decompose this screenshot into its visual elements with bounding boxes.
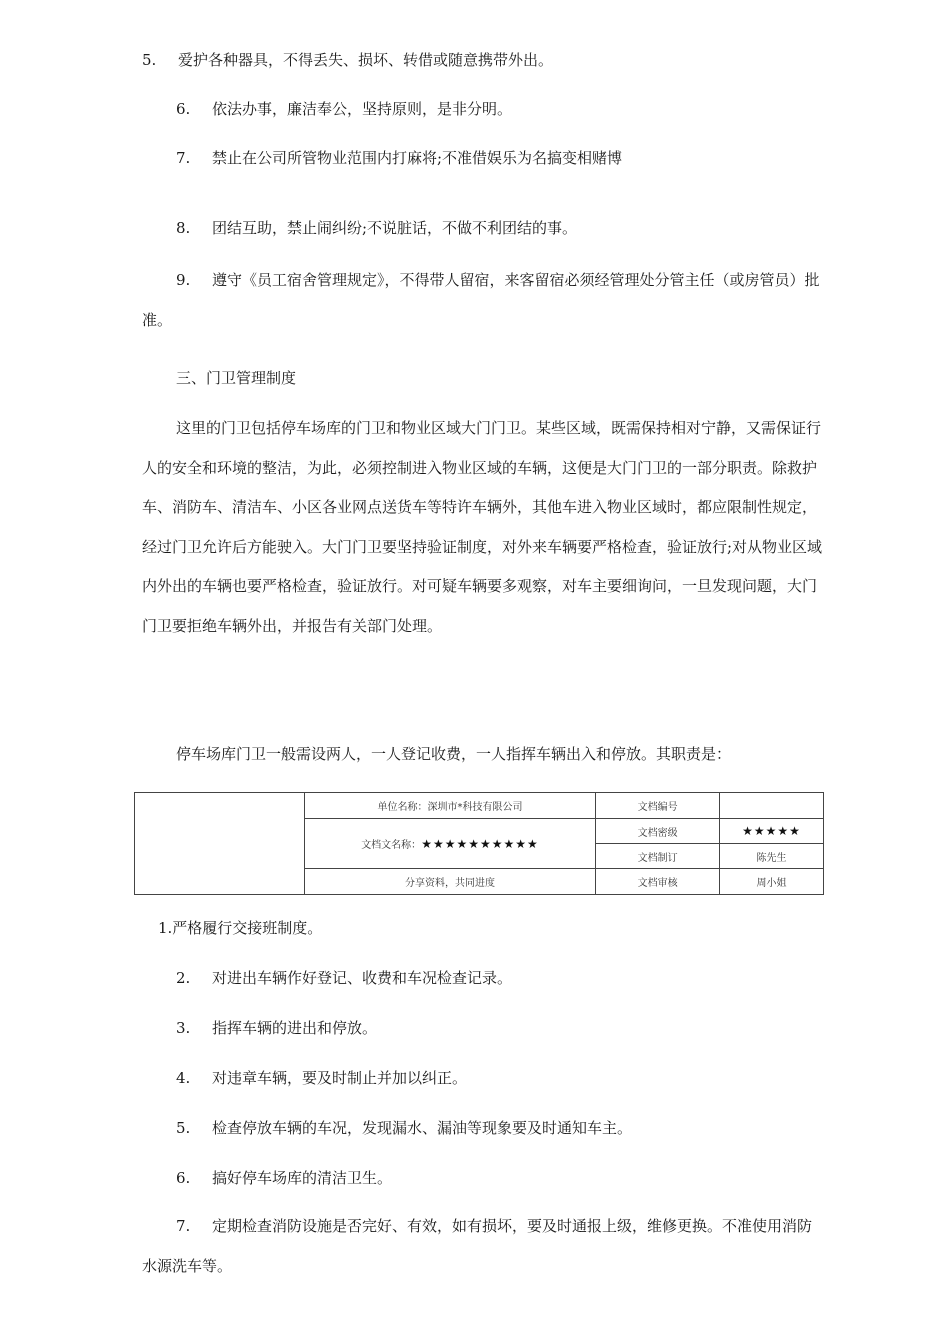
doc-name-stars: ★★★★★★★★★★ <box>421 837 539 851</box>
list-item <box>176 1068 467 1088</box>
section-heading: 三、门卫管理制度 <box>176 369 297 387</box>
list-item <box>176 148 622 168</box>
list-number: 7. <box>176 149 191 167</box>
list-text: 对违章车辆，要及时制止并加以纠正。 <box>212 1069 468 1087</box>
secret-label: 文档密级 <box>596 819 720 844</box>
list-text: 对进出车辆作好登记、收费和车况检查记录。 <box>212 969 513 987</box>
doc-name-cell <box>304 819 596 869</box>
list-text: 依法办事，廉洁奉公，坚持原则，是非分明。 <box>212 100 513 118</box>
list-text: 爱护各种器具，不得丢失、损坏、转借或随意携带外出。 <box>178 51 554 69</box>
list-item <box>142 50 553 70</box>
logo-cell <box>135 793 305 895</box>
list-number: 2. <box>176 969 191 987</box>
made-value: 陈先生 <box>720 844 824 869</box>
list-number: 5. <box>176 1119 191 1137</box>
review-label: 文档审核 <box>596 869 720 895</box>
list-number: 8. <box>176 219 191 237</box>
list-item <box>176 1168 392 1188</box>
paragraph-text: 这里的门卫包括停车场库的门卫和物业区域大门门卫。某些区域，既需保持相对宁静，又需保证行人的安全和环境的整洁，为此，必须控制进入物业区域的车辆，这便是大门门卫的一部分职责。除救护车、消防车、清洁车、小区各业网点送货车等特许车辆外，其他车进入物业区域时，都应限制性规定，经过门卫允许后方能驶入。大门门卫要坚持验证制度，对外来车辆要严格检查，验证放行;对从物业区域内外出的车辆也要严格检查，验证放行。对可疑车辆要多观察，对车主要细询问，一旦发现问题，大门门卫要拒绝车辆外出，并报告有关部门处理。 <box>142 419 823 635</box>
list-item <box>176 1118 632 1138</box>
list-text: 指挥车辆的进出和停放。 <box>212 1019 378 1037</box>
made-label: 文档制订 <box>596 844 720 869</box>
doc-name-label: 文档文名称： <box>361 840 422 851</box>
list-item <box>142 261 824 340</box>
list-item <box>176 99 512 119</box>
parking-paragraph: 停车场库门卫一般需设两人，一人登记收费，一人指挥车辆出入和停放。其职责是： <box>176 745 732 763</box>
list-number: 6. <box>176 100 191 118</box>
list-number: 6. <box>176 1169 191 1187</box>
share-slogan: 分享资料，共同进度 <box>304 869 596 895</box>
list-number: 4. <box>176 1069 191 1087</box>
list-text: 遵守《员工宿舍管理规定》，不得带人留宿，来客留宿必须经管理处分管主任（或房管员）批准。 <box>142 271 820 329</box>
list-item <box>142 1207 824 1286</box>
doc-number-label: 文档编号 <box>596 793 720 819</box>
list-number: 9. <box>176 271 191 289</box>
list-number: 5. <box>142 51 157 69</box>
document-info-table <box>134 792 824 895</box>
list-text: 定期检查消防设施是否完好、有效，如有损坏，要及时通报上级，维修更换。不准使用消防水源洗车等。 <box>142 1217 813 1275</box>
company-name: 单位名称：深圳市*科技有限公司 <box>304 793 596 819</box>
list-text: 搞好停车场库的清洁卫生。 <box>212 1169 393 1187</box>
list-number: 3. <box>176 1019 191 1037</box>
review-value: 周小姐 <box>720 869 824 895</box>
body-paragraph <box>142 409 824 647</box>
list-item: 1.严格履行交接班制度。 <box>158 919 323 937</box>
list-item <box>176 218 577 238</box>
secret-value: ★★★★★ <box>720 819 824 844</box>
list-text: 检查停放车辆的车况，发现漏水、漏油等现象要及时通知车主。 <box>212 1119 633 1137</box>
doc-number-value <box>720 793 824 819</box>
list-text: 团结互助，禁止闹纠纷;不说脏话，不做不利团结的事。 <box>212 219 578 237</box>
list-number: 7. <box>176 1217 191 1235</box>
list-text: 禁止在公司所管物业范围内打麻将;不准借娱乐为名搞变相赌博 <box>212 149 623 167</box>
list-item <box>176 1018 377 1038</box>
list-item <box>176 968 512 988</box>
